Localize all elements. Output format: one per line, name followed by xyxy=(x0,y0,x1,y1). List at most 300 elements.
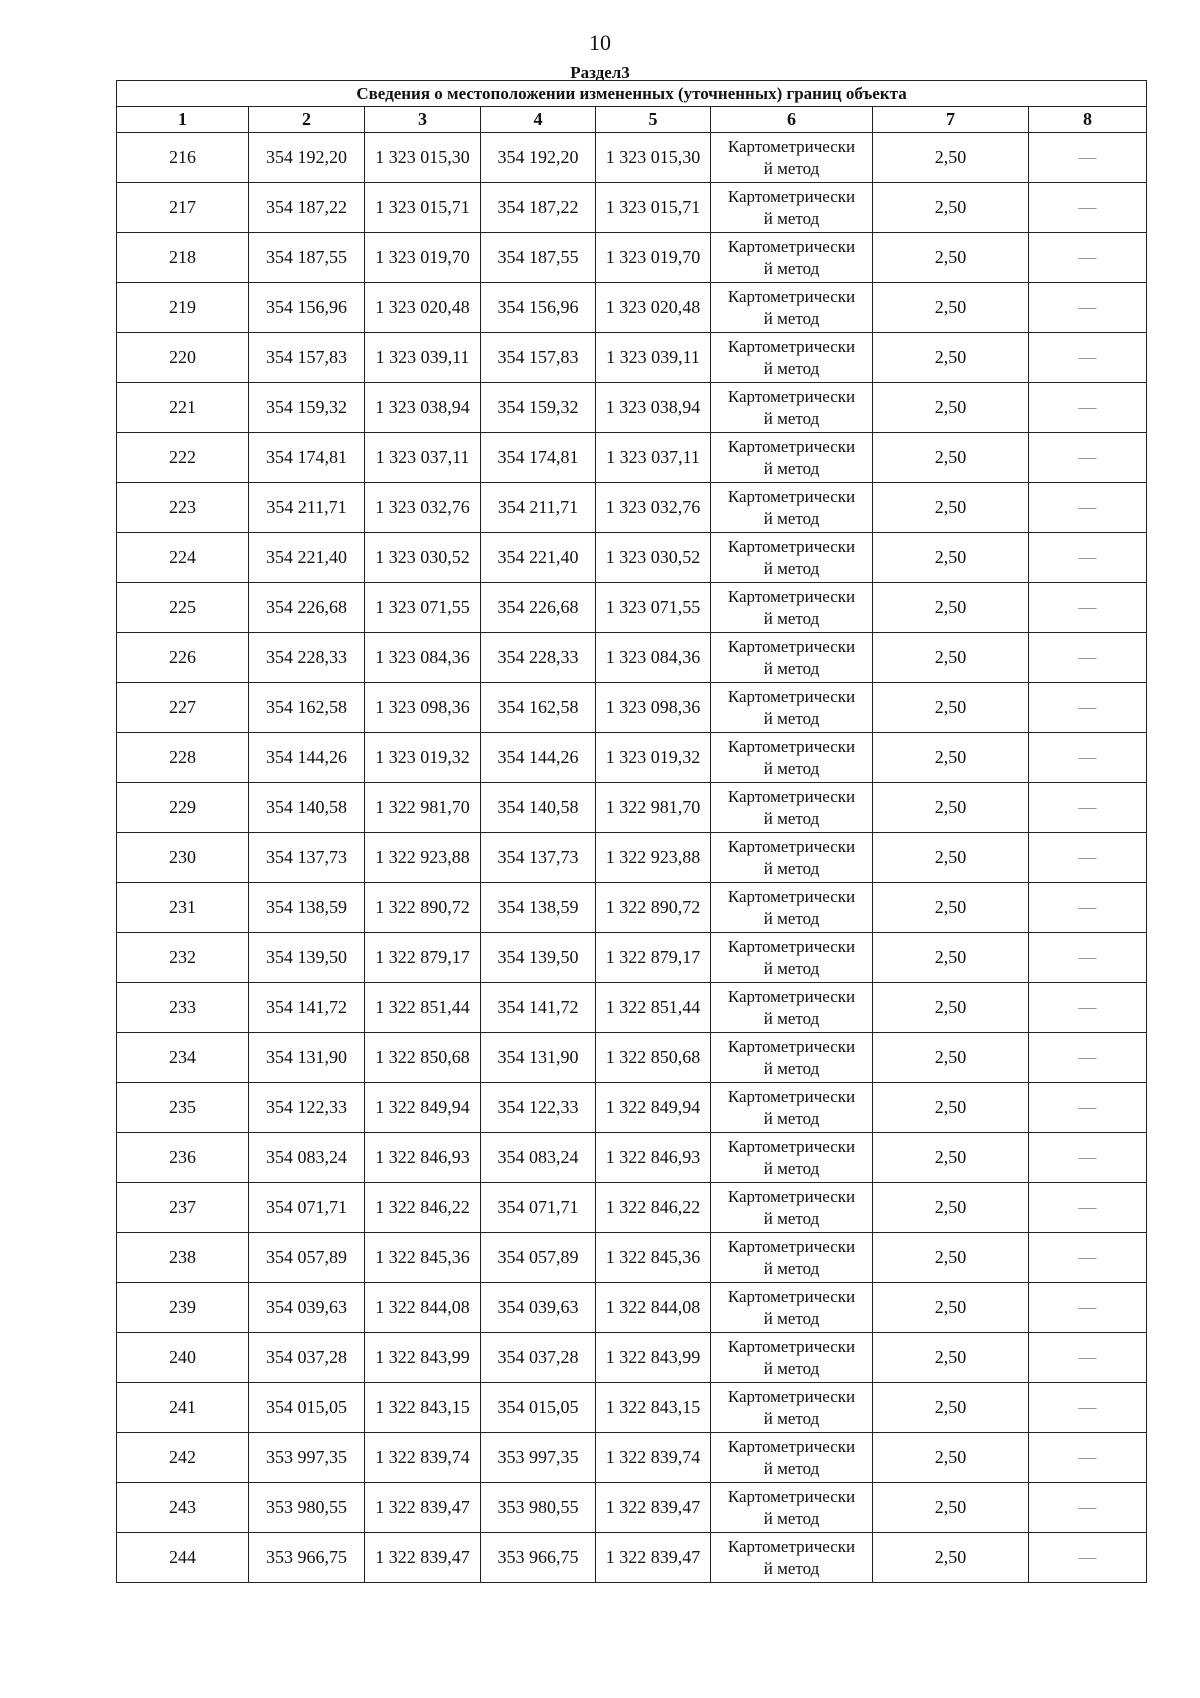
y-new-cell: 1 322 846,93 xyxy=(596,1133,711,1183)
x-existing-cell: 354 226,68 xyxy=(249,583,365,633)
table-row xyxy=(117,1183,1147,1233)
table-row xyxy=(117,783,1147,833)
column-number-6: 6 xyxy=(711,107,873,133)
y-existing-cell: 1 322 890,72 xyxy=(365,883,481,933)
x-new-cell: 354 122,33 xyxy=(481,1083,596,1133)
x-existing-cell: 354 122,33 xyxy=(249,1083,365,1133)
method-line-2: й метод xyxy=(763,1108,820,1128)
x-new-cell: 353 997,35 xyxy=(481,1433,596,1483)
x-existing-cell: 354 131,90 xyxy=(249,1033,365,1083)
method-line-2: й метод xyxy=(763,1008,820,1028)
y-new-cell: 1 323 030,52 xyxy=(596,533,711,583)
y-existing-cell: 1 322 846,22 xyxy=(365,1183,481,1233)
table-row xyxy=(117,233,1147,283)
y-existing-cell: 1 323 071,55 xyxy=(365,583,481,633)
x-new-cell: 354 140,58 xyxy=(481,783,596,833)
method-cell xyxy=(711,1533,873,1583)
precision-cell: 2,50 xyxy=(873,683,1029,733)
method-line-1: Картометрически xyxy=(727,1486,856,1506)
y-existing-cell: 1 323 039,11 xyxy=(365,333,481,383)
x-new-cell: 354 187,55 xyxy=(481,233,596,283)
table-row xyxy=(117,183,1147,233)
precision-cell: 2,50 xyxy=(873,1183,1029,1233)
empty-mark-cell: — xyxy=(1029,1383,1147,1433)
column-number-1: 1 xyxy=(117,107,249,133)
method-line-1: Картометрически xyxy=(727,736,856,756)
precision-cell: 2,50 xyxy=(873,1483,1029,1533)
empty-mark-cell: — xyxy=(1029,333,1147,383)
empty-mark-cell: — xyxy=(1029,183,1147,233)
table-body xyxy=(117,133,1147,1583)
method-cell xyxy=(711,1383,873,1433)
y-new-cell: 1 323 071,55 xyxy=(596,583,711,633)
y-existing-cell: 1 322 843,99 xyxy=(365,1333,481,1383)
empty-mark-cell: — xyxy=(1029,383,1147,433)
method-cell xyxy=(711,533,873,583)
y-new-cell: 1 322 845,36 xyxy=(596,1233,711,1283)
table-row xyxy=(117,583,1147,633)
table-row xyxy=(117,533,1147,583)
x-new-cell: 354 211,71 xyxy=(481,483,596,533)
column-number-7: 7 xyxy=(873,107,1029,133)
method-line-1: Картометрически xyxy=(727,186,856,206)
method-cell xyxy=(711,1333,873,1383)
x-existing-cell: 354 083,24 xyxy=(249,1133,365,1183)
x-new-cell: 354 037,28 xyxy=(481,1333,596,1383)
method-cell xyxy=(711,1483,873,1533)
table-row xyxy=(117,633,1147,683)
method-line-1: Картометрически xyxy=(727,686,856,706)
column-number-3: 3 xyxy=(365,107,481,133)
precision-cell: 2,50 xyxy=(873,1233,1029,1283)
x-existing-cell: 354 221,40 xyxy=(249,533,365,583)
precision-cell: 2,50 xyxy=(873,1133,1029,1183)
point-number-cell: 243 xyxy=(117,1483,249,1533)
table-row xyxy=(117,483,1147,533)
method-cell xyxy=(711,833,873,883)
empty-mark-cell: — xyxy=(1029,783,1147,833)
method-line-1: Картометрически xyxy=(727,486,856,506)
x-new-cell: 354 192,20 xyxy=(481,133,596,183)
method-line-2: й метод xyxy=(763,258,820,278)
y-new-cell: 1 322 890,72 xyxy=(596,883,711,933)
column-number-8: 8 xyxy=(1029,107,1147,133)
precision-cell: 2,50 xyxy=(873,1533,1029,1583)
method-cell xyxy=(711,333,873,383)
method-line-1: Картометрически xyxy=(727,1536,856,1556)
method-line-2: й метод xyxy=(763,958,820,978)
method-cell xyxy=(711,383,873,433)
method-line-2: й метод xyxy=(763,1208,820,1228)
y-existing-cell: 1 322 843,15 xyxy=(365,1383,481,1433)
method-cell xyxy=(711,1283,873,1333)
column-number-2: 2 xyxy=(249,107,365,133)
table-row xyxy=(117,933,1147,983)
x-existing-cell: 354 138,59 xyxy=(249,883,365,933)
precision-cell: 2,50 xyxy=(873,183,1029,233)
method-line-2: й метод xyxy=(763,908,820,928)
x-new-cell: 354 139,50 xyxy=(481,933,596,983)
method-line-1: Картометрически xyxy=(727,1086,856,1106)
x-new-cell: 354 039,63 xyxy=(481,1283,596,1333)
table-row xyxy=(117,333,1147,383)
precision-cell: 2,50 xyxy=(873,583,1029,633)
empty-mark-cell: — xyxy=(1029,1033,1147,1083)
method-line-2: й метод xyxy=(763,308,820,328)
method-line-2: й метод xyxy=(763,758,820,778)
y-new-cell: 1 323 015,30 xyxy=(596,133,711,183)
method-line-1: Картометрически xyxy=(727,1036,856,1056)
table-row xyxy=(117,1433,1147,1483)
method-line-1: Картометрически xyxy=(727,436,856,456)
method-line-1: Картометрически xyxy=(727,236,856,256)
point-number-cell: 229 xyxy=(117,783,249,833)
empty-mark-cell: — xyxy=(1029,1083,1147,1133)
table-row xyxy=(117,883,1147,933)
precision-cell: 2,50 xyxy=(873,383,1029,433)
empty-mark-cell: — xyxy=(1029,1483,1147,1533)
method-line-1: Картометрически xyxy=(727,1336,856,1356)
table-row xyxy=(117,1283,1147,1333)
method-cell xyxy=(711,283,873,333)
page-number: 10 xyxy=(589,30,611,55)
precision-cell: 2,50 xyxy=(873,733,1029,783)
point-number-cell: 227 xyxy=(117,683,249,733)
method-cell xyxy=(711,933,873,983)
method-cell xyxy=(711,183,873,233)
table-row xyxy=(117,383,1147,433)
method-line-1: Картометрически xyxy=(727,1136,856,1156)
x-existing-cell: 354 211,71 xyxy=(249,483,365,533)
y-existing-cell: 1 322 850,68 xyxy=(365,1033,481,1083)
x-existing-cell: 354 162,58 xyxy=(249,683,365,733)
x-existing-cell: 354 141,72 xyxy=(249,983,365,1033)
method-line-1: Картометрически xyxy=(727,136,856,156)
method-cell xyxy=(711,1133,873,1183)
column-number-5: 5 xyxy=(596,107,711,133)
empty-mark-cell: — xyxy=(1029,883,1147,933)
method-cell xyxy=(711,583,873,633)
y-existing-cell: 1 322 839,47 xyxy=(365,1483,481,1533)
method-line-2: й метод xyxy=(763,1558,820,1578)
y-new-cell: 1 323 020,48 xyxy=(596,283,711,333)
x-new-cell: 354 071,71 xyxy=(481,1183,596,1233)
table-row xyxy=(117,1333,1147,1383)
x-existing-cell: 354 174,81 xyxy=(249,433,365,483)
table-title: Сведения о местоположении измененных (уточненных) границ объекта xyxy=(117,81,1147,107)
y-existing-cell: 1 323 038,94 xyxy=(365,383,481,433)
method-line-2: й метод xyxy=(763,1408,820,1428)
method-line-1: Картометрически xyxy=(727,586,856,606)
point-number-cell: 233 xyxy=(117,983,249,1033)
method-line-2: й метод xyxy=(763,1058,820,1078)
point-number-cell: 224 xyxy=(117,533,249,583)
empty-mark-cell: — xyxy=(1029,1283,1147,1333)
precision-cell: 2,50 xyxy=(873,1383,1029,1433)
x-existing-cell: 354 037,28 xyxy=(249,1333,365,1383)
y-new-cell: 1 323 084,36 xyxy=(596,633,711,683)
empty-mark-cell: — xyxy=(1029,283,1147,333)
x-existing-cell: 354 157,83 xyxy=(249,333,365,383)
x-existing-cell: 354 187,22 xyxy=(249,183,365,233)
method-line-1: Картометрически xyxy=(727,1186,856,1206)
y-new-cell: 1 322 981,70 xyxy=(596,783,711,833)
x-existing-cell: 354 057,89 xyxy=(249,1233,365,1283)
precision-cell: 2,50 xyxy=(873,1083,1029,1133)
y-new-cell: 1 322 846,22 xyxy=(596,1183,711,1233)
y-new-cell: 1 322 839,47 xyxy=(596,1483,711,1533)
y-new-cell: 1 323 019,70 xyxy=(596,233,711,283)
method-cell xyxy=(711,983,873,1033)
method-line-1: Картометрически xyxy=(727,1236,856,1256)
empty-mark-cell: — xyxy=(1029,1233,1147,1283)
point-number-cell: 225 xyxy=(117,583,249,633)
precision-cell: 2,50 xyxy=(873,233,1029,283)
x-new-cell: 353 966,75 xyxy=(481,1533,596,1583)
method-line-1: Картометрически xyxy=(727,636,856,656)
x-new-cell: 354 187,22 xyxy=(481,183,596,233)
method-cell xyxy=(711,1083,873,1133)
y-new-cell: 1 322 849,94 xyxy=(596,1083,711,1133)
method-line-2: й метод xyxy=(763,1308,820,1328)
precision-cell: 2,50 xyxy=(873,333,1029,383)
empty-mark-cell: — xyxy=(1029,983,1147,1033)
method-line-2: й метод xyxy=(763,708,820,728)
precision-cell: 2,50 xyxy=(873,433,1029,483)
empty-mark-cell: — xyxy=(1029,1433,1147,1483)
point-number-cell: 222 xyxy=(117,433,249,483)
empty-mark-cell: — xyxy=(1029,633,1147,683)
empty-mark-cell: — xyxy=(1029,583,1147,633)
precision-cell: 2,50 xyxy=(873,1283,1029,1333)
precision-cell: 2,50 xyxy=(873,483,1029,533)
method-line-2: й метод xyxy=(763,508,820,528)
method-line-2: й метод xyxy=(763,408,820,428)
point-number-cell: 240 xyxy=(117,1333,249,1383)
method-line-1: Картометрически xyxy=(727,936,856,956)
point-number-cell: 237 xyxy=(117,1183,249,1233)
x-new-cell: 354 226,68 xyxy=(481,583,596,633)
point-number-cell: 228 xyxy=(117,733,249,783)
y-existing-cell: 1 323 015,30 xyxy=(365,133,481,183)
x-new-cell: 354 144,26 xyxy=(481,733,596,783)
point-number-cell: 216 xyxy=(117,133,249,183)
y-existing-cell: 1 322 923,88 xyxy=(365,833,481,883)
y-new-cell: 1 322 839,47 xyxy=(596,1533,711,1583)
method-line-2: й метод xyxy=(763,1508,820,1528)
method-line-2: й метод xyxy=(763,1458,820,1478)
y-existing-cell: 1 323 015,71 xyxy=(365,183,481,233)
method-line-1: Картометрически xyxy=(727,836,856,856)
x-new-cell: 354 138,59 xyxy=(481,883,596,933)
y-existing-cell: 1 323 020,48 xyxy=(365,283,481,333)
method-line-1: Картометрически xyxy=(727,386,856,406)
method-cell xyxy=(711,233,873,283)
table-row xyxy=(117,283,1147,333)
x-existing-cell: 354 139,50 xyxy=(249,933,365,983)
x-new-cell: 354 131,90 xyxy=(481,1033,596,1083)
x-new-cell: 354 083,24 xyxy=(481,1133,596,1183)
point-number-cell: 217 xyxy=(117,183,249,233)
column-number-row xyxy=(117,107,1147,133)
precision-cell: 2,50 xyxy=(873,283,1029,333)
x-existing-cell: 354 071,71 xyxy=(249,1183,365,1233)
table-row xyxy=(117,733,1147,783)
empty-mark-cell: — xyxy=(1029,1183,1147,1233)
table-row xyxy=(117,1383,1147,1433)
x-new-cell: 354 015,05 xyxy=(481,1383,596,1433)
y-new-cell: 1 322 843,99 xyxy=(596,1333,711,1383)
x-new-cell: 354 157,83 xyxy=(481,333,596,383)
y-existing-cell: 1 322 846,93 xyxy=(365,1133,481,1183)
y-new-cell: 1 323 038,94 xyxy=(596,383,711,433)
method-cell xyxy=(711,133,873,183)
y-existing-cell: 1 323 098,36 xyxy=(365,683,481,733)
x-existing-cell: 354 137,73 xyxy=(249,833,365,883)
method-cell xyxy=(711,633,873,683)
precision-cell: 2,50 xyxy=(873,983,1029,1033)
table-row xyxy=(117,1083,1147,1133)
y-existing-cell: 1 322 839,74 xyxy=(365,1433,481,1483)
point-number-cell: 218 xyxy=(117,233,249,283)
method-line-1: Картометрически xyxy=(727,286,856,306)
column-number-4: 4 xyxy=(481,107,596,133)
y-new-cell: 1 322 844,08 xyxy=(596,1283,711,1333)
method-line-2: й метод xyxy=(763,1158,820,1178)
method-cell xyxy=(711,783,873,833)
method-line-1: Картометрически xyxy=(727,786,856,806)
y-existing-cell: 1 323 019,32 xyxy=(365,733,481,783)
y-new-cell: 1 323 039,11 xyxy=(596,333,711,383)
x-new-cell: 354 137,73 xyxy=(481,833,596,883)
empty-mark-cell: — xyxy=(1029,133,1147,183)
x-existing-cell: 354 039,63 xyxy=(249,1283,365,1333)
method-line-1: Картометрически xyxy=(727,1286,856,1306)
method-cell xyxy=(711,733,873,783)
point-number-cell: 219 xyxy=(117,283,249,333)
table-row xyxy=(117,133,1147,183)
table-row xyxy=(117,1483,1147,1533)
precision-cell: 2,50 xyxy=(873,1333,1029,1383)
x-existing-cell: 353 997,35 xyxy=(249,1433,365,1483)
table-row xyxy=(117,433,1147,483)
y-existing-cell: 1 322 981,70 xyxy=(365,783,481,833)
precision-cell: 2,50 xyxy=(873,783,1029,833)
x-existing-cell: 354 187,55 xyxy=(249,233,365,283)
table-row xyxy=(117,683,1147,733)
method-line-2: й метод xyxy=(763,808,820,828)
x-existing-cell: 353 980,55 xyxy=(249,1483,365,1533)
x-existing-cell: 354 159,32 xyxy=(249,383,365,433)
y-new-cell: 1 322 850,68 xyxy=(596,1033,711,1083)
x-existing-cell: 354 228,33 xyxy=(249,633,365,683)
section-label: Раздел3 xyxy=(570,63,630,82)
method-line-1: Картометрически xyxy=(727,886,856,906)
x-new-cell: 354 159,32 xyxy=(481,383,596,433)
x-new-cell: 354 162,58 xyxy=(481,683,596,733)
method-cell xyxy=(711,683,873,733)
precision-cell: 2,50 xyxy=(873,1433,1029,1483)
method-cell xyxy=(711,1033,873,1083)
method-line-2: й метод xyxy=(763,208,820,228)
coordinates-table xyxy=(116,80,1147,1583)
y-existing-cell: 1 322 849,94 xyxy=(365,1083,481,1133)
x-new-cell: 354 221,40 xyxy=(481,533,596,583)
y-new-cell: 1 323 019,32 xyxy=(596,733,711,783)
point-number-cell: 241 xyxy=(117,1383,249,1433)
x-new-cell: 353 980,55 xyxy=(481,1483,596,1533)
table-row xyxy=(117,1033,1147,1083)
empty-mark-cell: — xyxy=(1029,533,1147,583)
y-existing-cell: 1 323 084,36 xyxy=(365,633,481,683)
table-row xyxy=(117,1133,1147,1183)
method-line-1: Картометрически xyxy=(727,336,856,356)
method-cell xyxy=(711,483,873,533)
y-new-cell: 1 323 015,71 xyxy=(596,183,711,233)
y-existing-cell: 1 322 845,36 xyxy=(365,1233,481,1283)
x-existing-cell: 354 015,05 xyxy=(249,1383,365,1433)
table-row xyxy=(117,1533,1147,1583)
point-number-cell: 232 xyxy=(117,933,249,983)
empty-mark-cell: — xyxy=(1029,833,1147,883)
y-existing-cell: 1 323 030,52 xyxy=(365,533,481,583)
precision-cell: 2,50 xyxy=(873,133,1029,183)
table-row xyxy=(117,1233,1147,1283)
precision-cell: 2,50 xyxy=(873,1033,1029,1083)
method-line-2: й метод xyxy=(763,658,820,678)
precision-cell: 2,50 xyxy=(873,533,1029,583)
method-line-2: й метод xyxy=(763,558,820,578)
empty-mark-cell: — xyxy=(1029,433,1147,483)
y-existing-cell: 1 322 844,08 xyxy=(365,1283,481,1333)
x-new-cell: 354 228,33 xyxy=(481,633,596,683)
point-number-cell: 226 xyxy=(117,633,249,683)
precision-cell: 2,50 xyxy=(873,933,1029,983)
y-new-cell: 1 323 098,36 xyxy=(596,683,711,733)
y-new-cell: 1 323 032,76 xyxy=(596,483,711,533)
point-number-cell: 244 xyxy=(117,1533,249,1583)
method-cell xyxy=(711,883,873,933)
precision-cell: 2,50 xyxy=(873,883,1029,933)
empty-mark-cell: — xyxy=(1029,1533,1147,1583)
method-line-2: й метод xyxy=(763,1258,820,1278)
x-new-cell: 354 141,72 xyxy=(481,983,596,1033)
empty-mark-cell: — xyxy=(1029,933,1147,983)
y-new-cell: 1 322 843,15 xyxy=(596,1383,711,1433)
x-existing-cell: 354 144,26 xyxy=(249,733,365,783)
method-line-1: Картометрически xyxy=(727,1436,856,1456)
point-number-cell: 231 xyxy=(117,883,249,933)
x-existing-cell: 354 192,20 xyxy=(249,133,365,183)
y-new-cell: 1 322 923,88 xyxy=(596,833,711,883)
method-line-2: й метод xyxy=(763,158,820,178)
point-number-cell: 235 xyxy=(117,1083,249,1133)
point-number-cell: 238 xyxy=(117,1233,249,1283)
y-new-cell: 1 323 037,11 xyxy=(596,433,711,483)
y-existing-cell: 1 322 839,47 xyxy=(365,1533,481,1583)
method-line-2: й метод xyxy=(763,858,820,878)
point-number-cell: 236 xyxy=(117,1133,249,1183)
empty-mark-cell: — xyxy=(1029,1133,1147,1183)
method-line-1: Картометрически xyxy=(727,536,856,556)
y-existing-cell: 1 323 037,11 xyxy=(365,433,481,483)
method-line-2: й метод xyxy=(763,458,820,478)
point-number-cell: 220 xyxy=(117,333,249,383)
method-line-1: Картометрически xyxy=(727,1386,856,1406)
x-existing-cell: 353 966,75 xyxy=(249,1533,365,1583)
table-row xyxy=(117,983,1147,1033)
x-existing-cell: 354 156,96 xyxy=(249,283,365,333)
